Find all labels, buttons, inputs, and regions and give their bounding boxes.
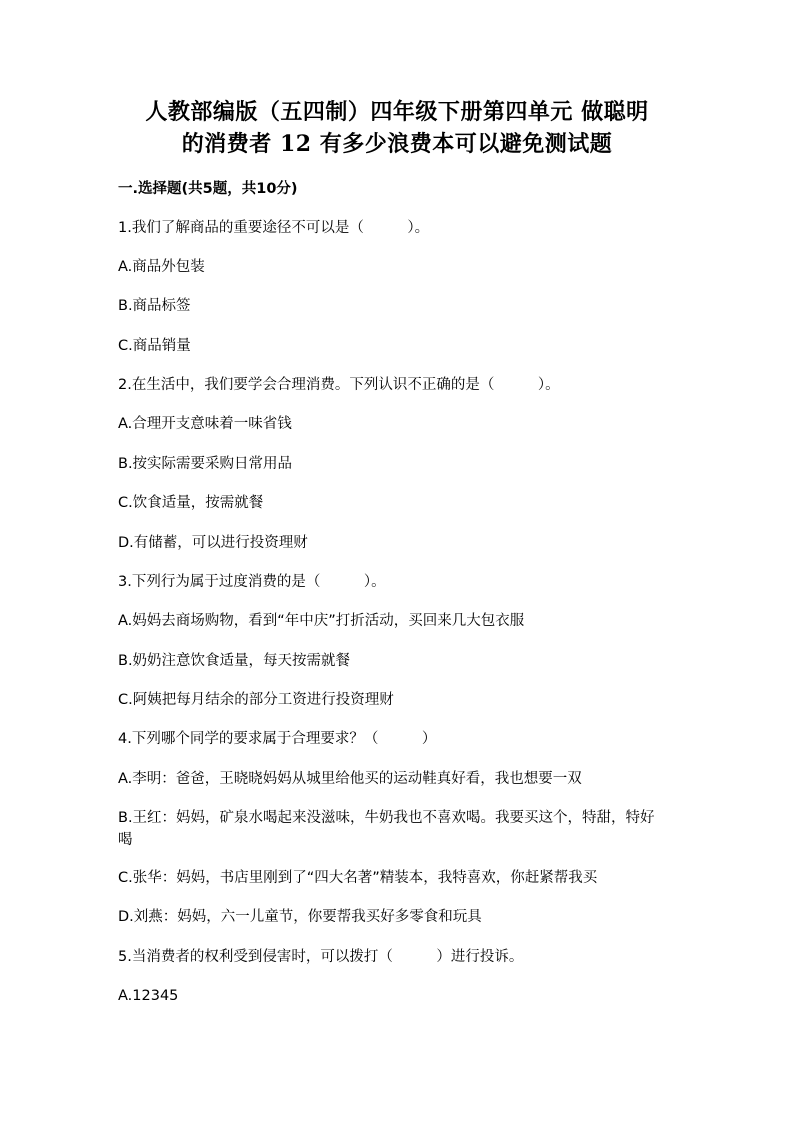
question-1-option-a: A.商品外包装 [118,259,205,275]
question-2-option-c: C.饮食适量，按需就餐 [118,495,264,511]
question-2-option-b: B.按实际需要采购日常用品 [118,456,293,472]
question-4-option-b: B.王红：妈妈，矿泉水喝起来没滋味，牛奶我也不喜欢喝。我要买这个，特甜，特好喝 [118,810,655,848]
question-1-stem: 1.我们了解商品的重要途径不可以是（ ）。 [118,220,430,236]
document-title-line-1: 人教部编版（五四制）四年级下册第四单元 做聪明 [145,99,649,125]
question-2-option-a: A.合理开支意味着一味省钱 [118,416,292,432]
question-5-stem: 5.当消费者的权利受到侵害时，可以拨打（ ）进行投诉。 [118,949,524,965]
question-3-option-b: B.奶奶注意饮食适量，每天按需就餐 [118,653,351,669]
question-4-stem: 4.下列哪个同学的要求属于合理要求？（ ） [118,731,437,747]
question-2-stem: 2.在生活中，我们要学会合理消费。下列认识不正确的是（ ）。 [118,377,560,393]
question-4-option-d: D.刘燕：妈妈，六一儿童节，你要帮我买好多零食和玩具 [118,909,482,925]
question-1-option-c: C.商品销量 [118,338,191,354]
question-4-option-c: C.张华：妈妈，书店里刚到了“四大名著”精装本，我特喜欢，你赶紧帮我买 [118,870,598,886]
question-3-stem: 3.下列行为属于过度消费的是（ ）。 [118,574,386,590]
question-2-option-d: D.有储蓄，可以进行投资理财 [118,535,308,551]
question-4-option-a: A.李明：爸爸，王晓晓妈妈从城里给他买的运动鞋真好看，我也想要一双 [118,771,582,787]
question-3-option-a: A.妈妈去商场购物，看到“年中庆”打折活动，买回来几大包衣服 [118,613,525,629]
section-heading: 一.选择题(共5题，共10分) [118,181,298,197]
question-3-option-c: C.阿姨把每月结余的部分工资进行投资理财 [118,692,394,708]
question-5-option-a: A.12345 [118,988,179,1004]
question-1-option-b: B.商品标签 [118,298,191,314]
document-title-line-2: 的消费者 12 有多少浪费本可以避免测试题 [181,131,613,157]
